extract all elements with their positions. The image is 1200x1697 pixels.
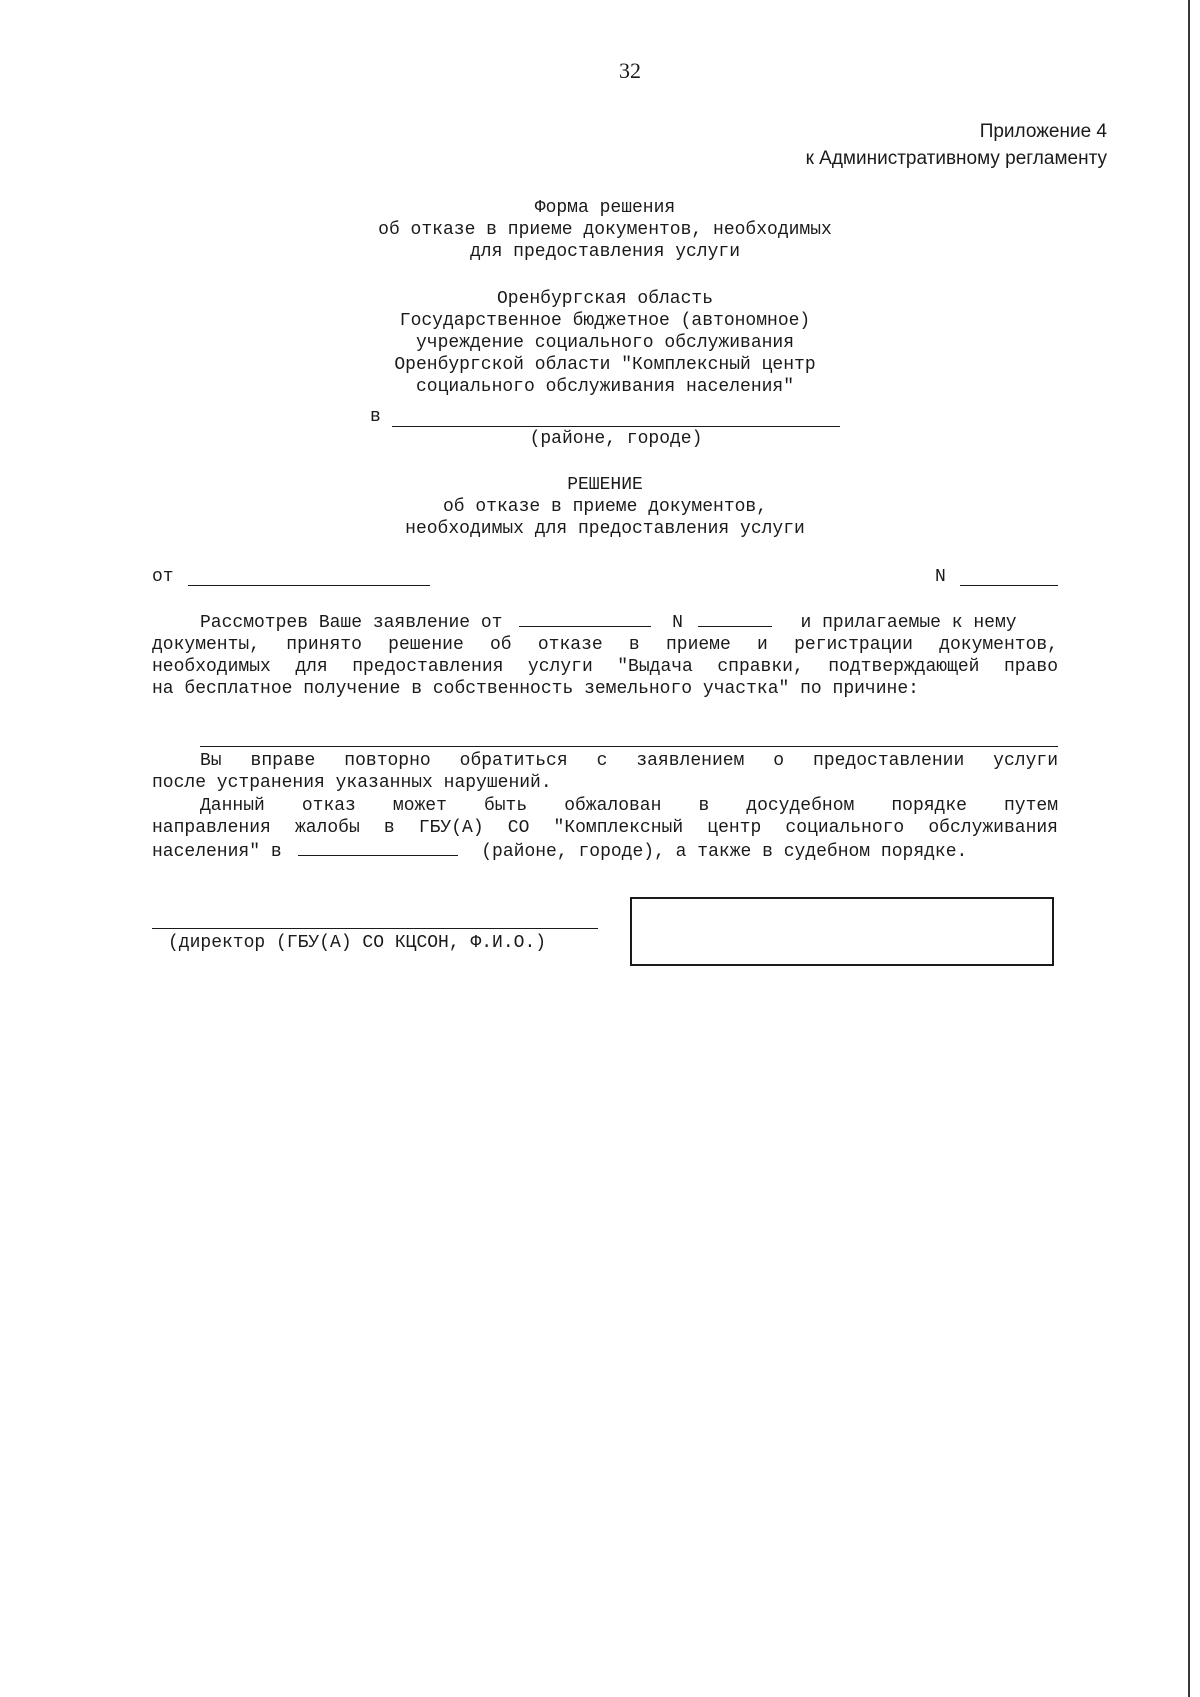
body-p1-start: Рассмотрев Ваше заявление от bbox=[200, 613, 503, 633]
stamp-box bbox=[630, 897, 1054, 966]
appendix-line-1: Приложение 4 bbox=[979, 121, 1107, 142]
application-date-blank bbox=[519, 610, 651, 627]
organization-line-2: Государственное бюджетное (автономное) bbox=[399, 311, 811, 331]
body-p1-n: N bbox=[672, 613, 683, 633]
appendix-label bbox=[806, 118, 1107, 172]
form-title-line-1: Форма решения bbox=[534, 198, 676, 218]
form-title-line-2: об отказе в приеме документов, необходимых bbox=[378, 220, 832, 240]
page-number: 32 bbox=[619, 58, 641, 83]
appendix-line-2: к Административному регламенту bbox=[805, 148, 1107, 169]
body-p3-line-3 bbox=[152, 839, 1058, 863]
organization-line-4: Оренбургской области "Комплексный центр bbox=[394, 355, 816, 375]
decision-title-block bbox=[0, 474, 1200, 540]
application-number-blank bbox=[698, 610, 772, 627]
organization-line-3: учреждение социального обслуживания bbox=[415, 333, 795, 353]
body-p1-end: и прилагаемые к нему bbox=[800, 613, 1017, 633]
organization-line-5: социального обслуживания населения" bbox=[415, 377, 795, 397]
location-blank bbox=[392, 426, 840, 427]
decision-subtitle-2: необходимых для предоставления услуги bbox=[405, 519, 805, 539]
body-p2-line-1: Вы вправе повторно обратиться с заявлением о предоставлении услуги bbox=[200, 751, 1058, 771]
number-blank bbox=[960, 585, 1058, 586]
form-title-line-3: для предоставления услуги bbox=[469, 242, 741, 262]
body-p1-line-1 bbox=[152, 610, 1058, 634]
date-label: от bbox=[152, 567, 174, 587]
signature-blank bbox=[152, 928, 598, 929]
body-p1-line-2: документы, принято решение об отказе в приеме и регистрации документов, bbox=[152, 635, 1058, 655]
body-p1-line-3: необходимых для предоставления услуги "Выдача справки, подтверждающей право bbox=[152, 657, 1058, 677]
body-p3-line-2: направления жалобы в ГБУ(А) СО "Комплексный центр социального обслуживания bbox=[152, 818, 1058, 838]
body-paragraph-3 bbox=[152, 795, 1058, 863]
date-blank bbox=[188, 585, 430, 586]
decision-title: РЕШЕНИЕ bbox=[567, 475, 643, 495]
body-paragraph-2 bbox=[152, 750, 1058, 794]
organization-line-1: Оренбургская область bbox=[496, 289, 714, 309]
number-label: N bbox=[935, 567, 946, 587]
body-paragraph-1 bbox=[152, 610, 1058, 700]
body-p3-end: (районе, городе), а также в судебном порядке. bbox=[481, 842, 968, 862]
location-prefix: в bbox=[370, 407, 381, 427]
location-caption: (районе, городе) bbox=[529, 429, 703, 449]
body-p3-line-1: Данный отказ может быть обжалован в досудебном порядке путем bbox=[200, 796, 1058, 816]
body-p1-line-4: на бесплатное получение в собственность земельного участка" по причине: bbox=[152, 679, 919, 699]
body-p2-line-2: после устранения указанных нарушений. bbox=[152, 773, 552, 793]
form-title bbox=[0, 197, 1200, 263]
district-blank bbox=[298, 839, 458, 856]
organization-block bbox=[0, 288, 1200, 398]
decision-subtitle-1: об отказе в приеме документов, bbox=[442, 497, 768, 517]
body-p3-start: населения" в bbox=[152, 842, 282, 862]
signature-caption: (директор (ГБУ(А) СО КЦСОН, Ф.И.О.) bbox=[168, 933, 547, 953]
reason-blank bbox=[200, 746, 1058, 747]
